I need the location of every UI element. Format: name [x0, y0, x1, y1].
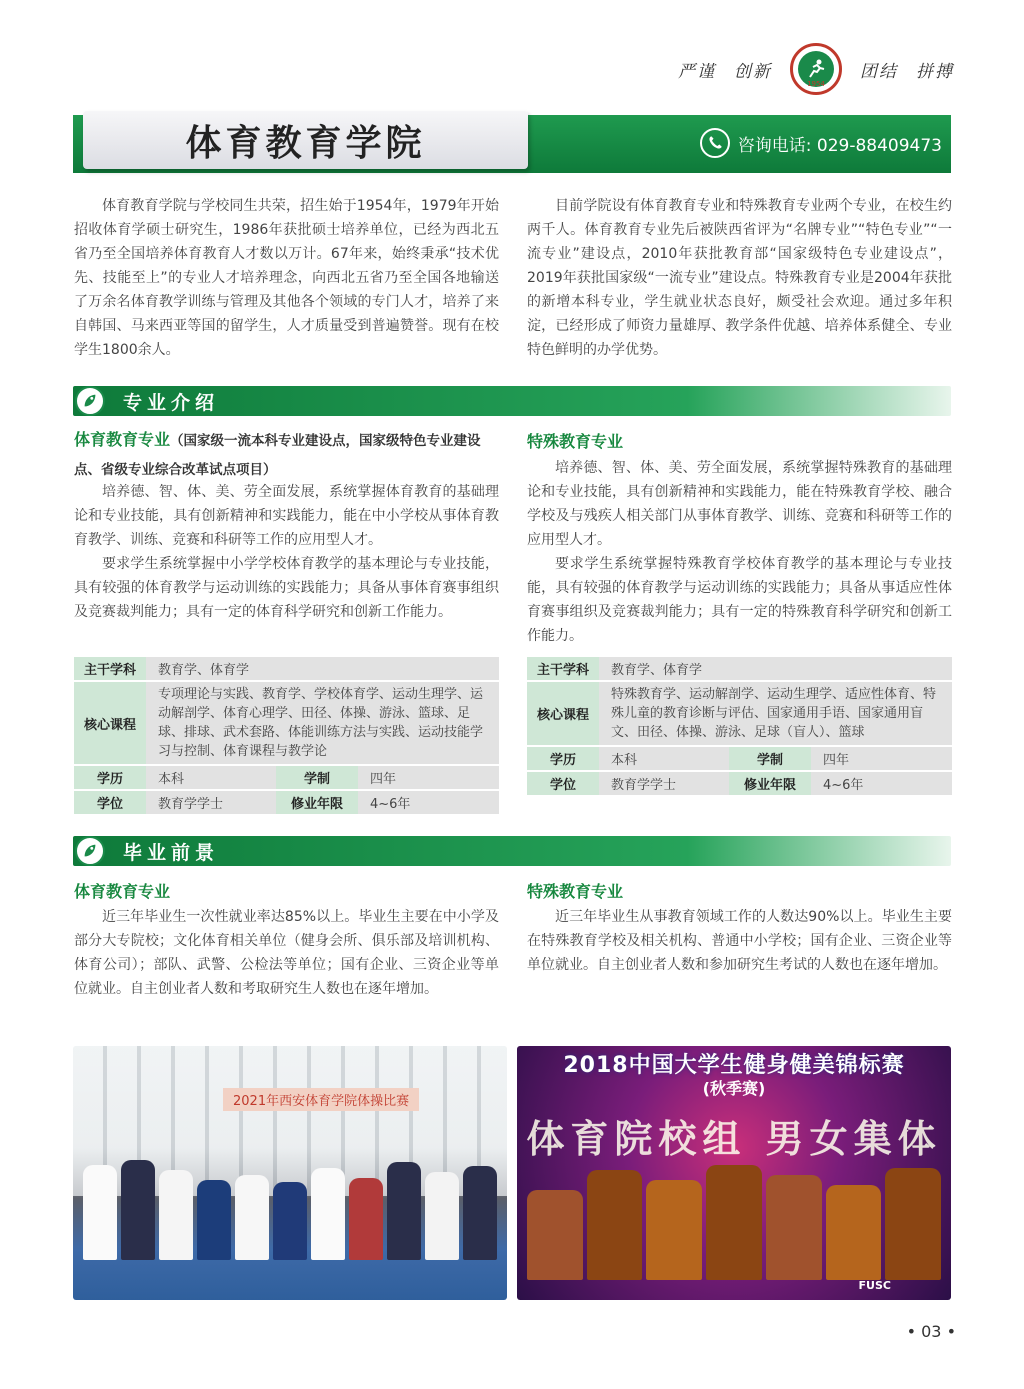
contact-phone — [700, 128, 942, 158]
motto-word: 拼搏 — [916, 61, 954, 82]
page-title: 体育教育学院 — [185, 121, 426, 164]
table-value: 教育学学士 — [146, 791, 276, 814]
info-table-se — [527, 655, 952, 797]
table-value: 教育学、体育学 — [146, 657, 499, 680]
university-logo — [790, 43, 842, 95]
major-paragraph: 培养德、智、体、美、劳全面发展，系统掌握体育教育的基础理论和专业技能，具有创新精神和实践能力，能在中小学校从事体育教育教学、训练、竞赛和科研等工作的应用型人才。 — [74, 484, 499, 548]
motto-word: 团结 — [860, 61, 898, 82]
table-key: 学历 — [527, 747, 599, 770]
title-plate — [83, 111, 528, 169]
table-value: 特殊教育学、运动解剖学、运动生理学、适应性体育、特殊儿童的教育诊断与评估、国家通用手语、国家通用盲文、田径、体操、游泳、足球（盲人）、篮球 — [599, 682, 952, 745]
table-key: 主干学科 — [527, 657, 599, 680]
major-paragraph: 要求学生系统掌握中小学学校体育教学的基本理论与专业技能，具有较强的体育教学与运动训练的实践能力；具备从事体育赛事组织及竞赛裁判能力；具有一定的体育科学研究和创新工作能力。 — [74, 556, 499, 620]
table-key: 学制 — [729, 747, 811, 770]
table-key: 学位 — [527, 772, 599, 795]
table-value: 本科 — [146, 766, 276, 789]
team-group — [83, 1150, 497, 1260]
table-value: 四年 — [811, 747, 952, 770]
major-desc-se — [527, 456, 952, 648]
table-key: 学位 — [74, 791, 146, 814]
leaf-icon — [75, 836, 105, 866]
intro-paragraph: 目前学院设有体育教育专业和特殊教育专业两个专业，在校生约两千人。体育教育专业先后被陕西省评为“名牌专业”“特色专业”“一流专业”建设点，2010年获批教育部“国家级特色专业建设点”，2019年获批国家级“一流专业”建设点。特殊教育专业是2004年获批的新增本科专业，学生就业状态良好，颇受社会欢迎。通过多年积淀，已经形成了师资力量雄厚、教学条件优越、培养体系健全、专业特色鲜明的办学优势。 — [527, 198, 952, 358]
major-heading-pe — [74, 426, 502, 484]
motto-word: 严谨 — [678, 61, 716, 82]
info-table-pe — [74, 655, 499, 816]
table-key: 核心课程 — [527, 682, 599, 745]
photo-caption: (秋季赛) — [702, 1079, 766, 1098]
photo-caption: 2021年西安体育学院体操比赛 — [223, 1088, 419, 1111]
major-note: （国家级一流本科专业建设点，国家级特色专业建设点、省级专业综合改革试点项目） — [74, 433, 481, 478]
career-desc-pe — [74, 905, 499, 1001]
career-desc-se — [527, 905, 952, 977]
table-key: 学历 — [74, 766, 146, 789]
intro-paragraph: 体育教育学院与学校同生共荣，招生始于1954年，1979年开始招收体育学硕士研究生，1986年获批硕士培养单位，已经为西北五省乃至全国培养体育教育人才数以万计。67年来，始终秉承“技术优先、技能至上”的专业人才培养理念，向西北五省乃至全国各地输送了万余名体育教学训练与管理及其他各个领域的专门人才，培养了来自韩国、马来西亚等国的留学生，人才质量受到普遍赞誉。现有在校学生1800余人。 — [74, 198, 499, 358]
leaf-icon — [75, 386, 105, 416]
major-name: 特殊教育专业 — [527, 432, 624, 451]
table-value: 专项理论与实践、教育学、学校体育学、运动生理学、运动解剖学、体育心理学、田径、体操、游泳、篮球、足球、排球、武术套路、体能训练方法与实践、运动技能学习与控制、体育课程与教学论 — [146, 682, 499, 764]
page-number: • 03 • — [906, 1322, 956, 1341]
table-value: 教育学、体育学 — [599, 657, 952, 680]
motto-word: 创新 — [734, 61, 772, 82]
logo-year: 1954 — [807, 80, 825, 88]
table-key: 主干学科 — [74, 657, 146, 680]
table-value: 四年 — [358, 766, 499, 789]
table-value: 教育学学士 — [599, 772, 729, 795]
table-value: 4~6年 — [811, 772, 952, 795]
phone-icon — [700, 128, 730, 158]
major-name: 特殊教育专业 — [527, 882, 624, 901]
phone-label: 咨询电话: 029-88409473 — [737, 135, 942, 156]
career-paragraph: 近三年毕业生一次性就业率达85%以上。毕业生主要在中小学及部分大专院校；文化体育相关单位（健身会所、俱乐部及培训机构、体育公司）；部队、武警、公检法等单位；国有企业、三资企业等单位就业。自主创业者人数和考取研究生人数也在逐年增加。 — [74, 909, 499, 997]
section-bar-majors — [73, 386, 951, 416]
section-bar-careers — [73, 836, 951, 866]
intro-right — [527, 194, 952, 362]
career-heading-se — [527, 879, 623, 902]
section-title: 毕业前景 — [123, 841, 220, 864]
career-heading-pe — [74, 879, 170, 902]
section-title: 专业介绍 — [123, 391, 220, 414]
table-key: 修业年限 — [729, 772, 811, 795]
table-value: 本科 — [599, 747, 729, 770]
photo-caption: 2018中国大学生健身健美锦标赛 — [563, 1053, 905, 1078]
motto-header — [678, 44, 954, 94]
table-key: 修业年限 — [276, 791, 358, 814]
photo-caption: 体育院校组 男女集体 — [526, 1117, 942, 1161]
major-name: 体育教育专业 — [74, 430, 171, 449]
major-paragraph: 培养德、智、体、美、劳全面发展，系统掌握特殊教育的基础理论和专业技能，具有创新精神和实践能力，能在特殊教育学校、融合学校及与残疾人相关部门从事体育教学、训练、竞赛和科研等工作的应用型人才。 — [527, 460, 952, 548]
intro-left — [74, 194, 499, 362]
table-key: 学制 — [276, 766, 358, 789]
major-desc-pe — [74, 480, 499, 624]
major-name: 体育教育专业 — [74, 882, 171, 901]
major-heading-se — [527, 429, 623, 452]
photo-gymnastics-team — [73, 1046, 507, 1300]
photo-bodybuilding-contest — [517, 1046, 951, 1300]
runner-icon — [804, 57, 828, 81]
major-paragraph: 要求学生系统掌握特殊教育学校体育教学的基本理论与专业技能，具有较强的体育教学与运动训练的实践能力；具备从事适应性体育赛事组织及竞赛裁判能力；具有一定的特殊教育科学研究和创新工作能力。 — [527, 556, 952, 644]
career-paragraph: 近三年毕业生从事教育领域工作的人数达90%以上。毕业生主要在特殊教育学校及相关机构、普通中小学校；国有企业、三资企业等单位就业。自主创业者人数和参加研究生考试的人数也在逐年增加。 — [527, 909, 952, 973]
fusc-logo: FUSC — [858, 1279, 891, 1292]
table-key: 核心课程 — [74, 682, 146, 764]
table-value: 4~6年 — [358, 791, 499, 814]
athletes-group — [527, 1160, 941, 1280]
